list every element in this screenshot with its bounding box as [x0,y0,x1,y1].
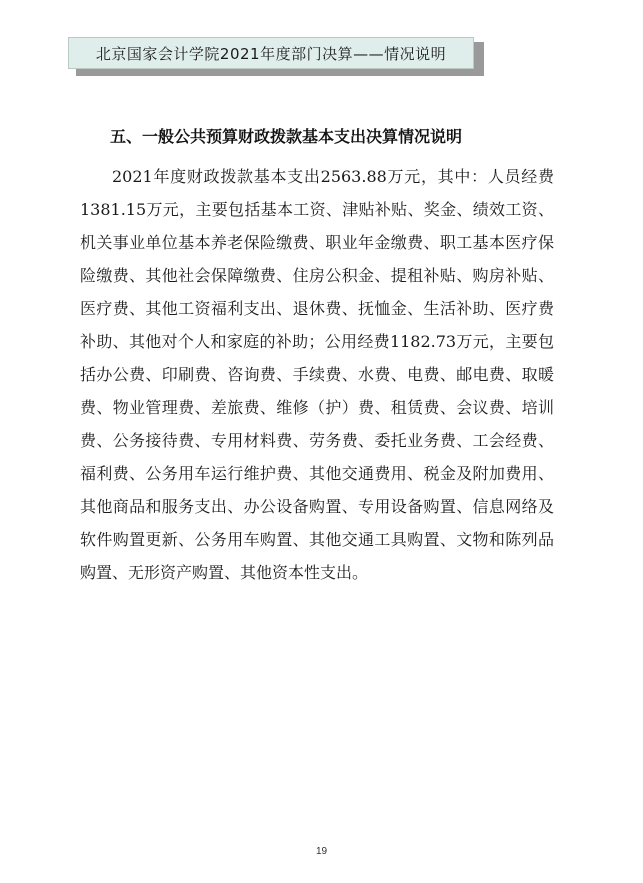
page-number: 19 [315,846,328,857]
page-header [68,37,478,73]
header-title: 北京国家会计学院2021年度部门决算——情况说明 [95,44,447,63]
section-title: 五、一般公共预算财政拨款基本支出决算情况说明 [110,127,463,146]
header-title-box [68,37,474,69]
body-paragraph: 2021年度财政拨款基本支出2563.88万元，其中：人员经费1381.15万元，主要包括基本工资、津贴补贴、奖金、绩效工资、机关事业单位基本养老保险缴费、职业年金缴费、职工基本医疗保险缴费、其他社会保障缴费、住房公积金、提租补贴、购房补贴、医疗费、其他工资福利支出、退休费、抚恤金、生活补助、医疗费补助、其他对个人和家庭的补助；公用经费1182.73万元，主要包括办公费、印刷费、咨询费、手续费、水费、电费、邮电费、取暖费、物业管理费、差旅费、维修（护）费、租赁费、会议费、培训费、公务接待费、专用材料费、劳务费、委托业务费、工会经费、福利费、公务用车运行维护费、其他交通费用、税金及附加费用、其他商品和服务支出、办公设备购置、专用设备购置、信息网络及软件购置更新、公务用车购置、其他交通工具购置、文物和陈列品购置、无形资产购置、其他资本性支出。 [80,167,554,582]
